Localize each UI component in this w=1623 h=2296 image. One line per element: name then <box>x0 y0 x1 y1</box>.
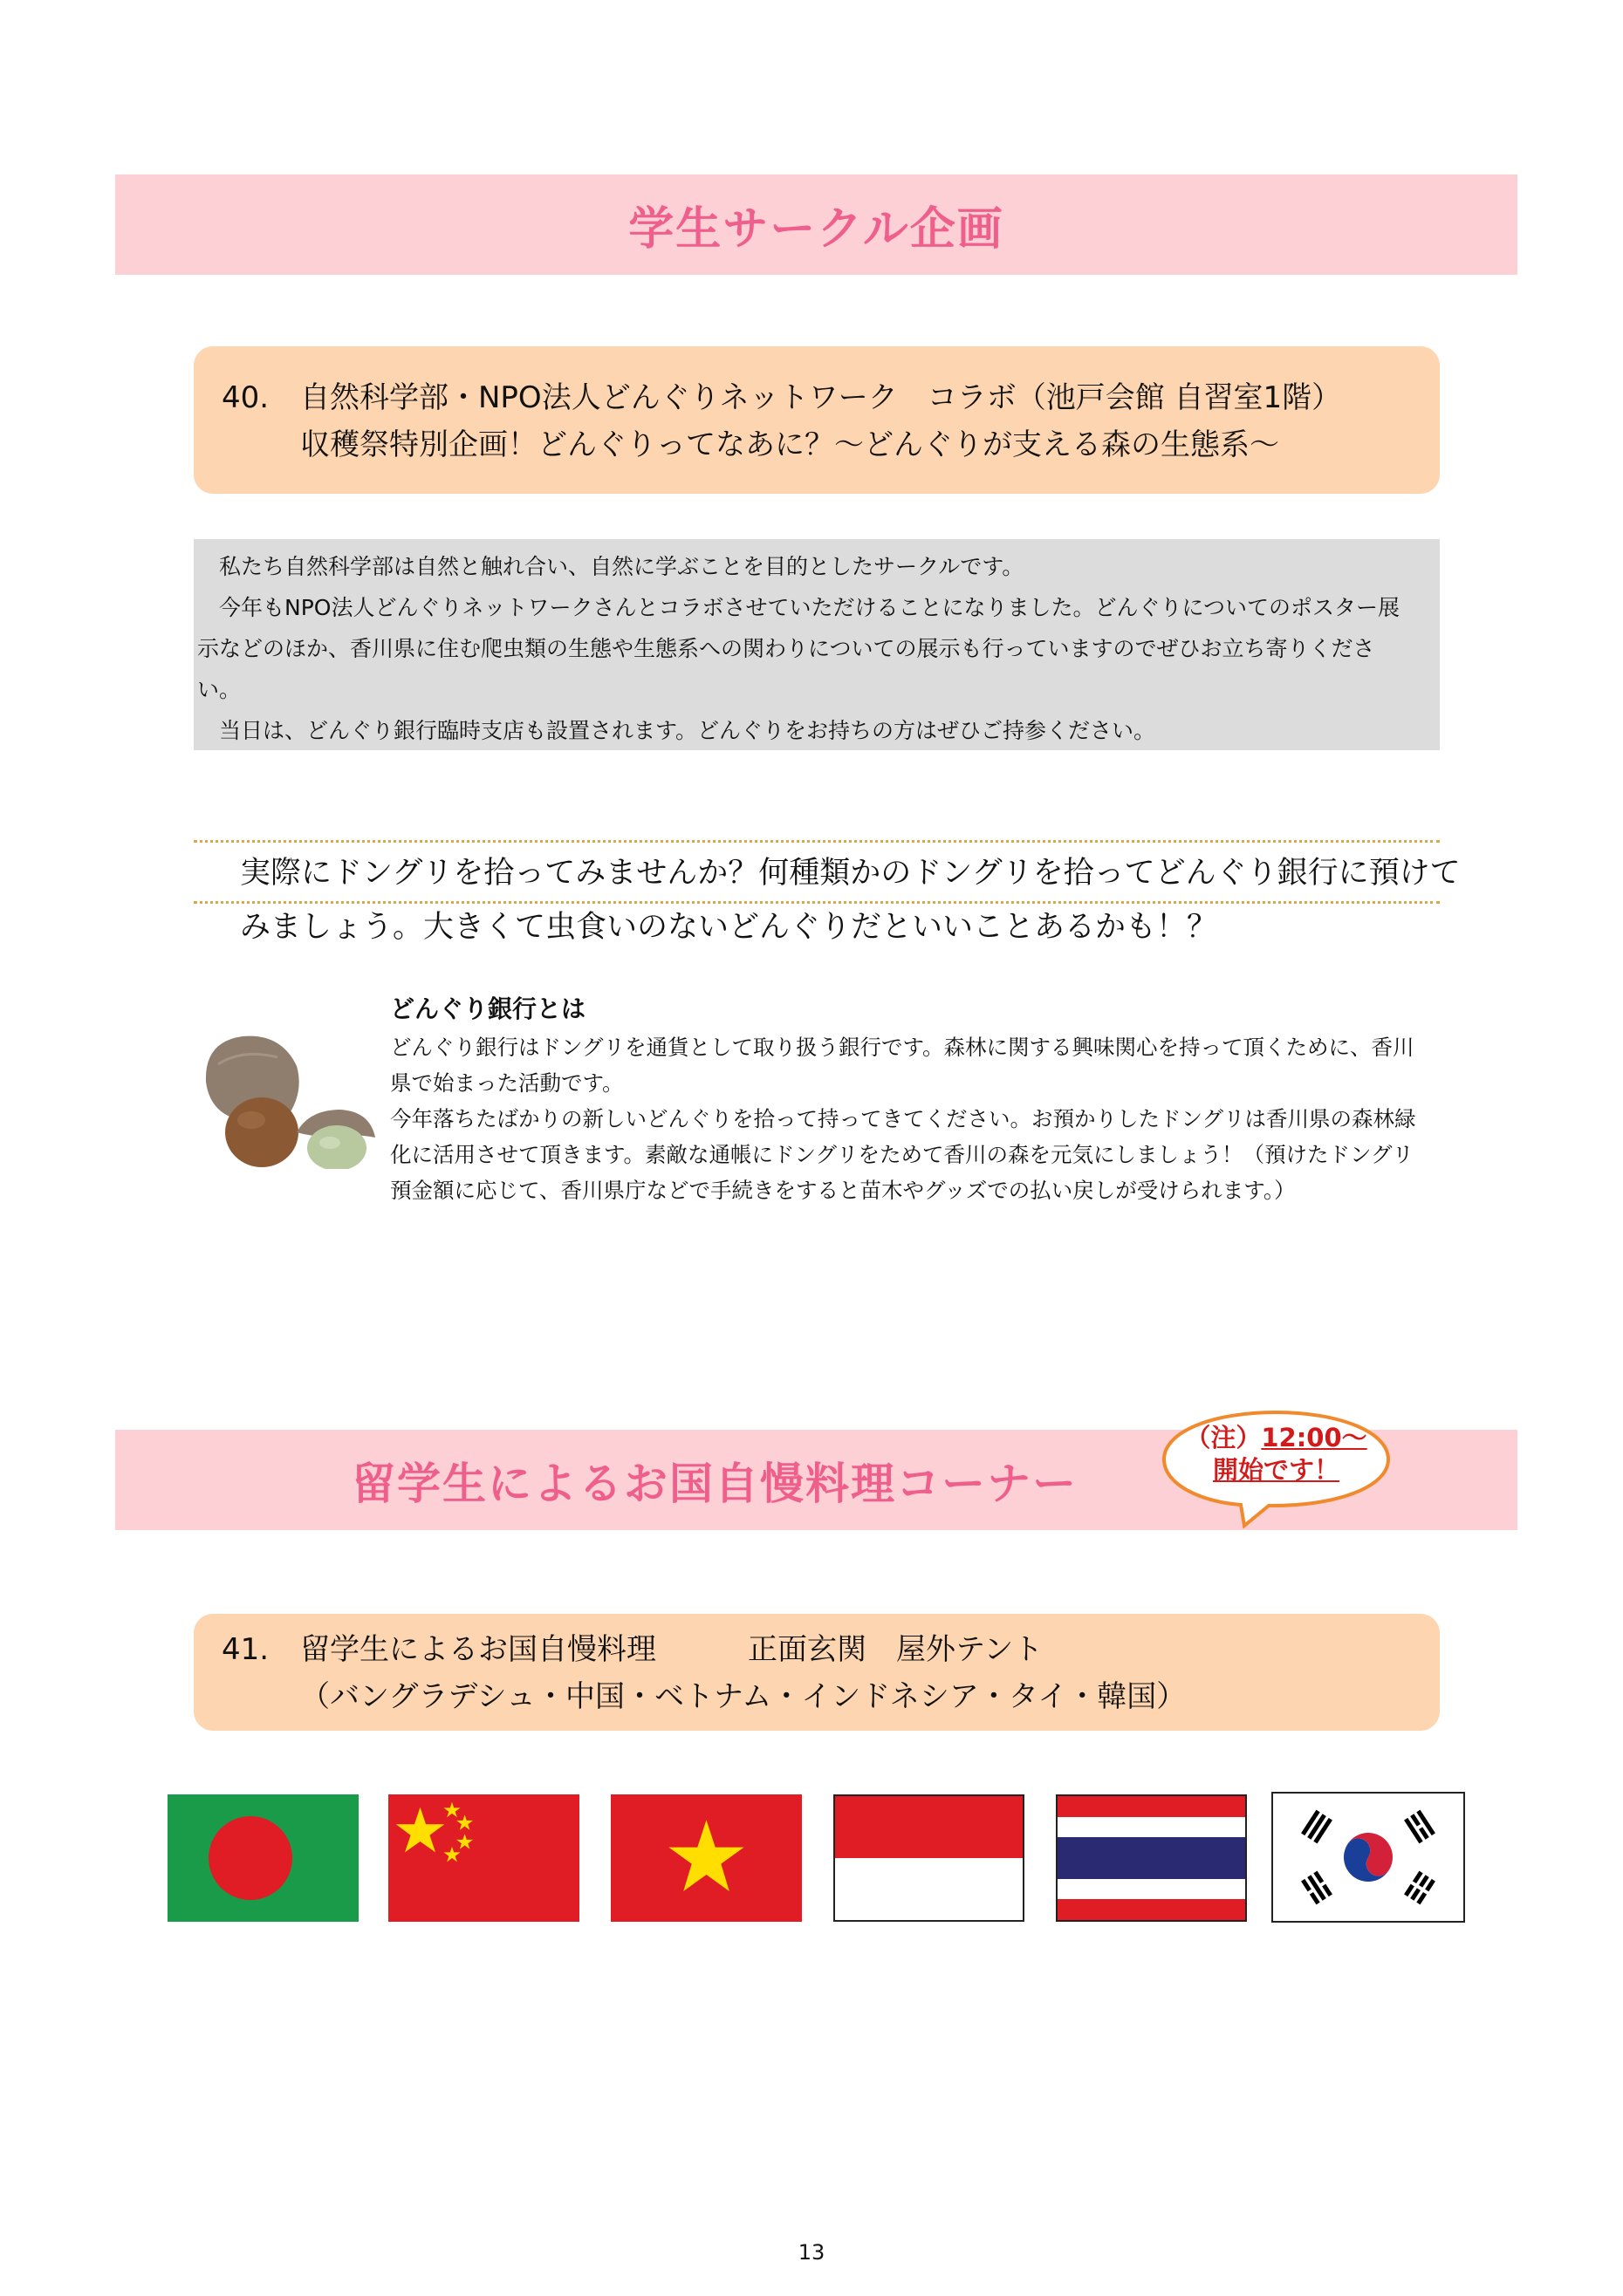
south-korea-flag <box>1271 1792 1465 1923</box>
dotted-divider-top <box>194 840 1440 843</box>
event-title-line1: 自然科学部・NPO法人どんぐりネットワーク コラボ（池戸会館 自習室1階） <box>300 380 1342 415</box>
indonesia-flag <box>833 1794 1024 1922</box>
event-title: 留学生によるお国自慢料理 <box>300 1632 656 1667</box>
acorn-illustration <box>194 1029 381 1169</box>
bank-paragraph: 今年落ちたばかりの新しいどんぐりを拾って持ってきてください。お預かりしたドングリは香川県の森林緑化に活用させて頂きます。素敵な通帳にドングリをためて香川の森を元気にしましょう！（預けたドングリ預金額に応じて、香川県庁などで手続きをすると苗木やグッズでの払い戻しが受けられます。） <box>390 1106 1416 1203</box>
promo-line2: みましょう。大きくて虫食いのないどんぐりだといいことあるかも！？ <box>240 910 1218 945</box>
promo-line1: 実際にドングリを拾ってみませんか？何種類かのドングリを拾ってどんぐり銀行に預けて <box>240 856 1461 891</box>
callout-time: 12:00～ <box>1261 1423 1367 1452</box>
event-location: 正面玄関 屋外テント <box>748 1632 1044 1667</box>
event-41-header <box>194 1614 1440 1731</box>
section-title: 留学生によるお国自慢料理コーナー <box>352 1458 1078 1509</box>
bank-title: どんぐり銀行とは <box>390 994 586 1023</box>
event-title-line2: 収穫祭特別企画！どんぐりってなあに？～どんぐりが支える森の生態系～ <box>300 427 1279 462</box>
page-number: 13 <box>798 2240 825 2265</box>
bangladesh-flag <box>168 1794 359 1922</box>
description-paragraph: 当日は、どんぐり銀行臨時支店も設置されます。どんぐりをお持ちの方はぜひご持参ください。 <box>219 718 1156 743</box>
description-paragraph: 今年もNPO法人どんぐりネットワークさんとコラボさせていただけることになりました。どんぐりについてのポスター展示などのほか、香川県に住む爬虫類の生態や生態系への関わりについての展示も行っていますのでぜひお立ち寄りください。 <box>197 595 1400 702</box>
event-40-header <box>194 346 1440 494</box>
china-flag <box>388 1794 579 1922</box>
event-countries: （バングラデシュ・中国・ベトナム・インドネシア・タイ・韓国） <box>300 1679 1187 1714</box>
description-paragraph: 私たち自然科学部は自然と触れ合い、自然に学ぶことを目的としたサークルです。 <box>219 554 1024 579</box>
bank-description <box>390 1029 1433 1208</box>
promo-text <box>240 846 1461 954</box>
flag-red-disc <box>209 1816 292 1900</box>
thailand-flag <box>1056 1794 1247 1922</box>
section-banner-circle-events <box>115 174 1517 275</box>
event-number: 40. <box>222 380 270 415</box>
vietnam-flag <box>611 1794 802 1922</box>
flag-red-band <box>835 1796 1023 1858</box>
callout-text <box>1161 1422 1392 1486</box>
section-title: 学生サークル企画 <box>628 203 1004 256</box>
event-40-description <box>194 539 1440 750</box>
bank-paragraph: どんぐり銀行はドングリを通貨として取り扱う銀行です。森林に関する興味関心を持って頂くために、香川県で始まった活動です。 <box>390 1035 1414 1096</box>
event-number: 41. <box>222 1632 270 1667</box>
callout-start: 開始です！ <box>1212 1455 1339 1485</box>
callout-note: （注） <box>1185 1423 1262 1452</box>
